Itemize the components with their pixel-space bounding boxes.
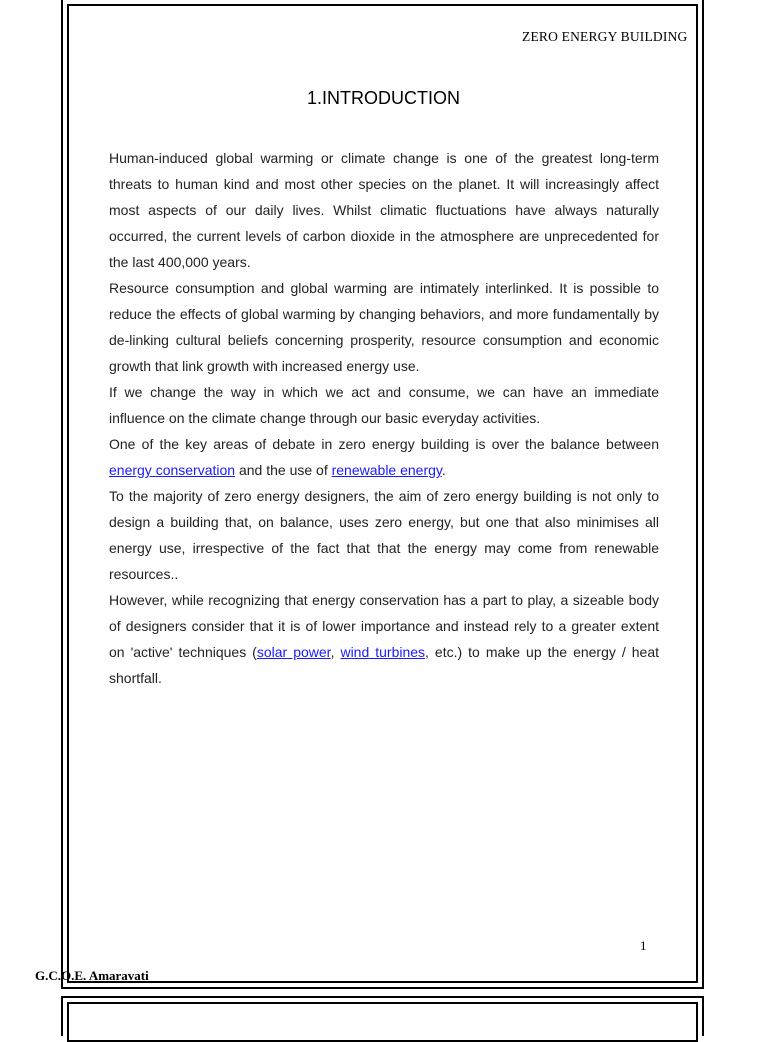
paragraph: To the majority of zero energy designers, the aim of zero energy building is not only to design a building that, on balance, uses zero energy, but one that also minimises all energy use, irrespective of the fact that that the energy may come from renewable resources.. [109, 488, 659, 582]
text-segment: . [441, 462, 446, 478]
text-segment: , etc.) to make up the energy / heat shortfall. [109, 644, 660, 686]
footer-college-name: G.C.O.E. Amaravati [35, 968, 149, 983]
text-segment: and the use of [235, 462, 332, 478]
body-text [109, 145, 659, 691]
paragraph [109, 431, 659, 483]
wind-turbines-link[interactable]: wind turbines [340, 644, 426, 660]
text-segment: One of the key areas of debate in zero energy building is over the balance between [109, 436, 659, 452]
running-header: ZERO ENERGY BUILDING [522, 29, 688, 44]
paragraph: If we change the way in which we act and consume, we can have an immediate influence on the climate change through our basic everyday activities. [109, 384, 659, 426]
text-segment: However, while recognizing that energy conservation has a part to play, a sizeable body of designers consider that it is of lower importance and instead rely to a greater extent on 'active' techniques ( [109, 592, 659, 660]
paragraph: Resource consumption and global warming are intimately interlinked. It is possible to reduce the effects of global warming by changing behaviors, and more fundamentally by de-linking cultural beliefs concerning prosperity, resource consumption and economic growth that link growth with increased energy use. [109, 280, 659, 374]
next-page-border-inner [67, 1002, 698, 1042]
paragraph: Human-induced global warming or climate change is one of the greatest long-term threats to human kind and most other species on the planet. It will increasingly affect most aspects of our daily lives. Whilst climatic fluctuations have always naturally occurred, the current levels of carbon dioxide in the atmosphere are unprecedented for the last 400,000 years. [109, 150, 659, 270]
renewable-energy-link[interactable]: renewable energy [331, 462, 442, 478]
paragraph [109, 587, 659, 691]
page-number: 1 [640, 938, 647, 953]
text-segment: , [330, 644, 341, 660]
solar-power-link[interactable]: solar power [256, 644, 331, 660]
page-title: 1.INTRODUCTION [307, 88, 460, 108]
energy-conservation-link[interactable]: energy conservation [109, 462, 236, 478]
